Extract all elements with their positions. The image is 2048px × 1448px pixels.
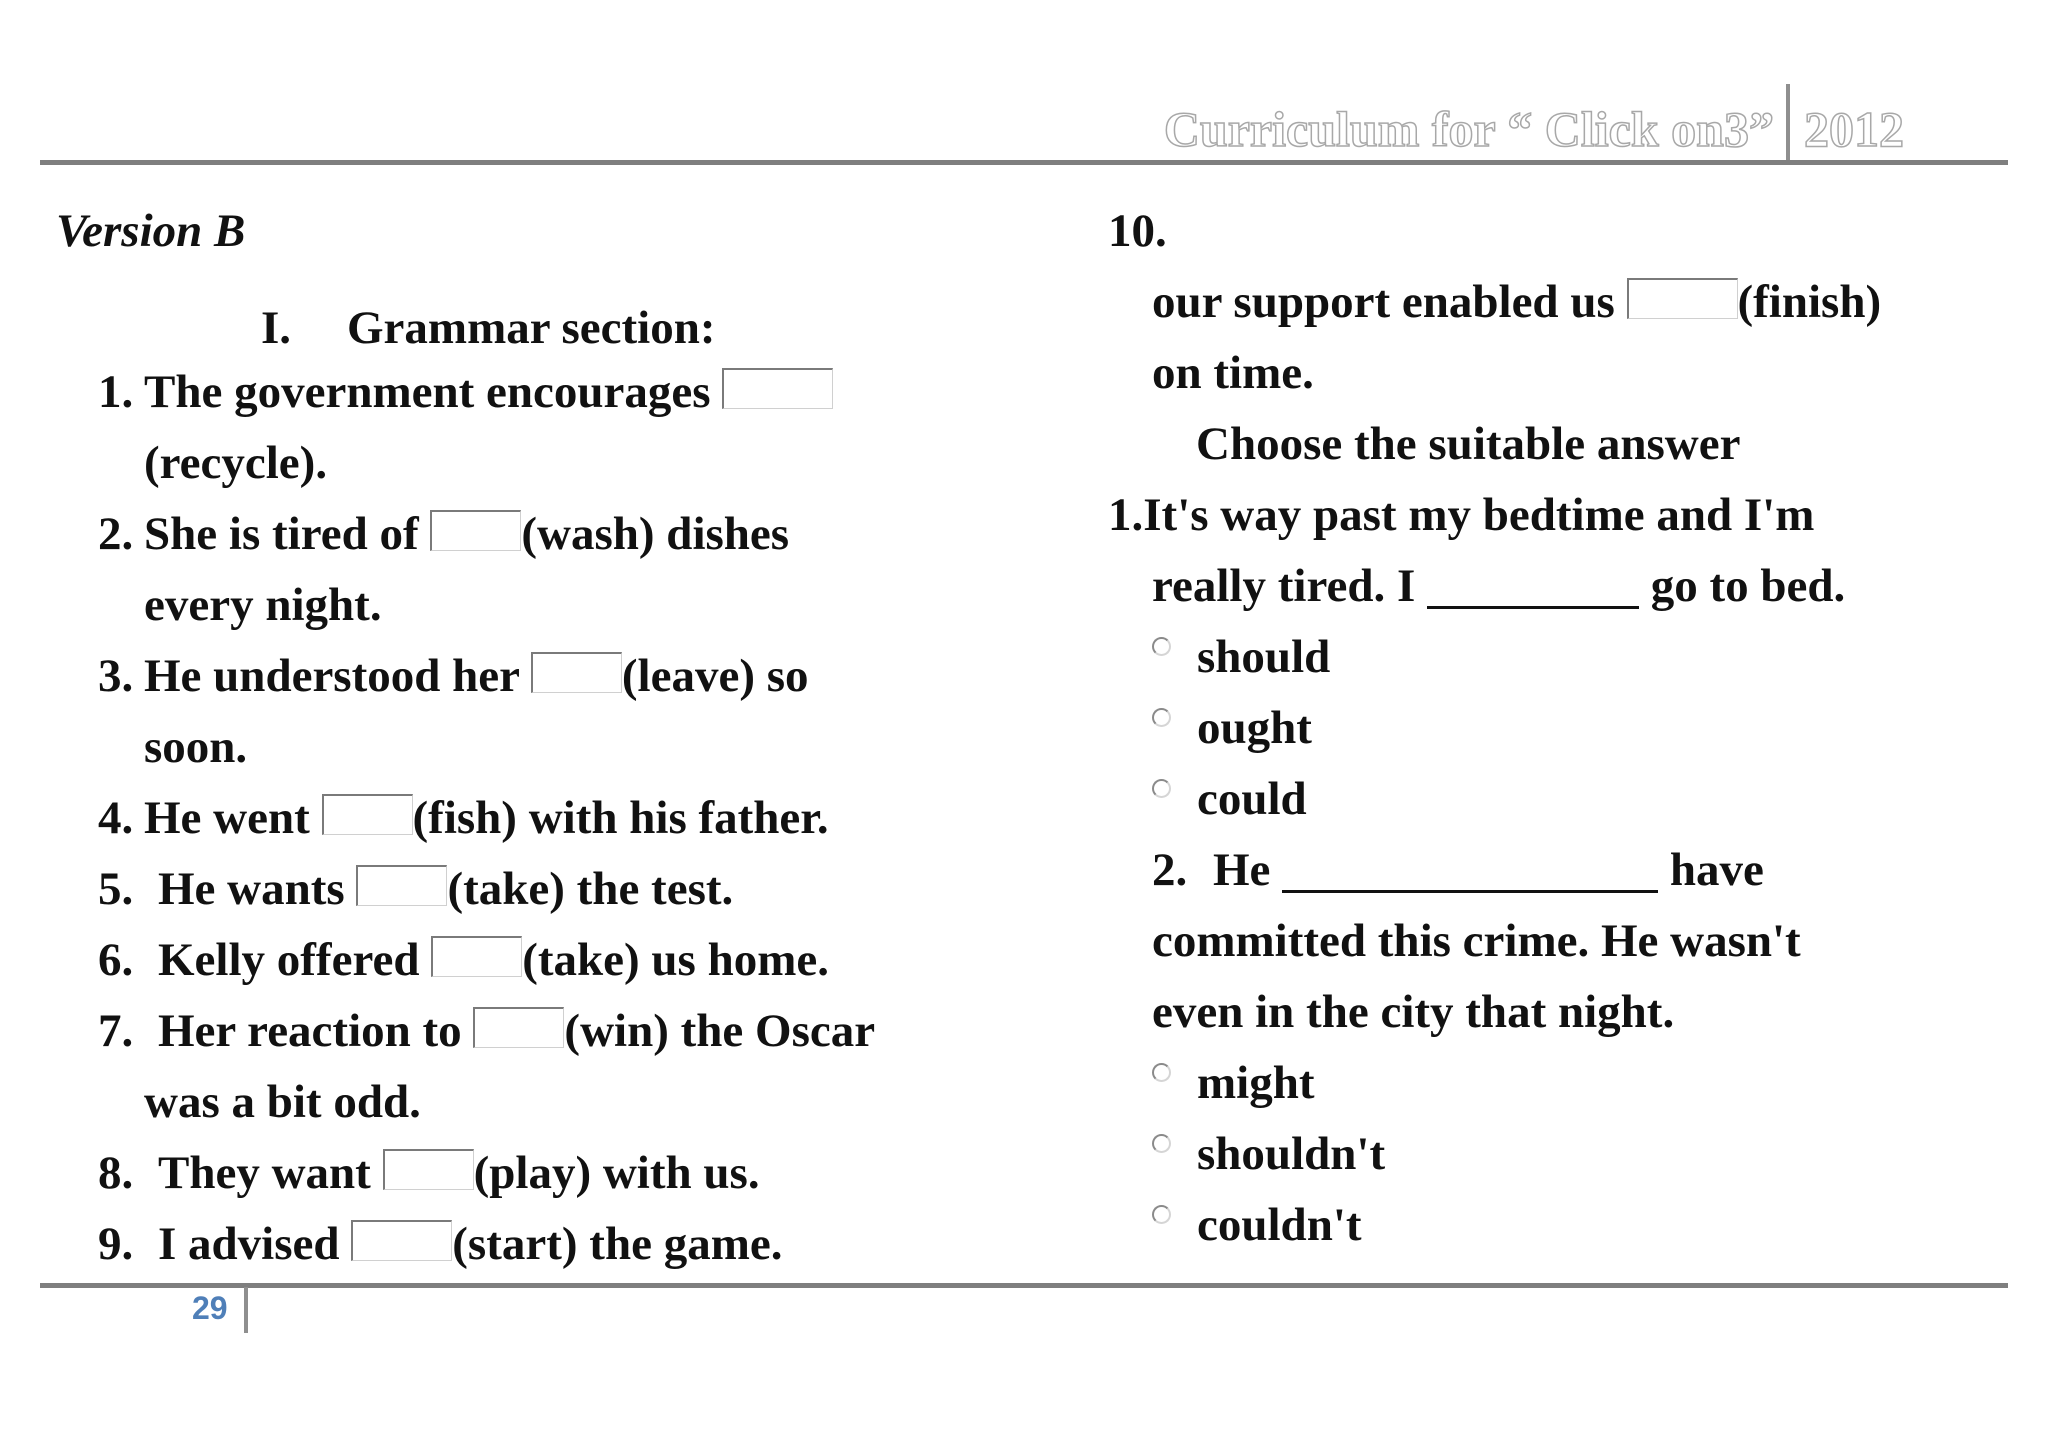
question-1	[56, 357, 1016, 428]
question-text: I advised	[158, 1218, 340, 1270]
question-text-after: go to bed.	[1650, 560, 1846, 612]
question-text: He went	[144, 792, 310, 844]
question-text: Her reaction to	[158, 1005, 462, 1057]
question-number: 1.	[1108, 489, 1144, 541]
header-rule	[40, 160, 2008, 165]
question-2	[56, 499, 1016, 570]
question-number: 4.	[98, 792, 134, 844]
question-text-after: (take) us home.	[522, 934, 830, 986]
question-3-continued: soon.	[144, 721, 248, 773]
running-header	[1164, 88, 1904, 160]
question-text: It's way past my bedtime and I'm	[1143, 489, 1815, 541]
left-column	[56, 196, 1016, 1280]
answer-input-4[interactable]	[322, 794, 413, 835]
question-text: They want	[158, 1147, 371, 1199]
question-7-continued: was a bit odd.	[144, 1076, 421, 1128]
answer-input-10[interactable]	[1627, 278, 1738, 319]
answer-input-3[interactable]	[531, 652, 622, 693]
question-10-number: 10.	[1108, 205, 1167, 257]
question-text: Kelly offered	[158, 934, 420, 986]
question-text-after: (leave) so	[621, 650, 809, 702]
question-3	[56, 641, 1016, 712]
mc-question-2	[1108, 835, 2008, 906]
radio-icon[interactable]	[1152, 1134, 1171, 1153]
question-8	[56, 1138, 1016, 1209]
question-text-after: have	[1669, 844, 1764, 896]
question-6	[56, 925, 1016, 996]
question-7	[56, 996, 1016, 1067]
question-2-continued: every night.	[144, 579, 382, 631]
answer-input-5[interactable]	[356, 865, 447, 906]
answer-input-1[interactable]	[722, 368, 833, 409]
question-text-after: (fish) with his father.	[412, 792, 829, 844]
mc1-option-should[interactable]	[1108, 622, 2008, 693]
question-text: our support enabled us	[1152, 276, 1615, 328]
section-heading	[56, 293, 1016, 357]
option-label: ought	[1197, 702, 1312, 754]
question-number: 8.	[98, 1147, 134, 1199]
right-column	[1108, 196, 2008, 1261]
mc-question-1-continued	[1108, 551, 2008, 622]
footer-rule	[40, 1283, 2008, 1288]
question-number: 9.	[98, 1218, 134, 1270]
answer-input-2[interactable]	[430, 510, 521, 551]
answer-input-8[interactable]	[383, 1149, 474, 1190]
option-label: might	[1197, 1057, 1315, 1109]
radio-icon[interactable]	[1152, 1063, 1171, 1082]
radio-icon[interactable]	[1152, 637, 1171, 656]
question-text-after: (play) with us.	[473, 1147, 760, 1199]
question-text: really tired. I	[1152, 560, 1416, 612]
mc-question-1	[1108, 480, 2008, 551]
mc1-option-ought[interactable]	[1108, 693, 2008, 764]
answer-input-6[interactable]	[431, 936, 522, 977]
answer-input-7[interactable]	[473, 1007, 564, 1048]
mc-question-2-continued: even in the city that night.	[1152, 986, 1675, 1038]
answer-blank	[1282, 842, 1658, 893]
question-text: He	[1213, 844, 1271, 896]
answer-input-9[interactable]	[351, 1220, 452, 1261]
question-4	[56, 783, 1016, 854]
section-title: Grammar section:	[347, 302, 716, 354]
header-year: 2012	[1804, 101, 1904, 157]
mc-question-2-continued: committed this crime. He wasn't	[1152, 915, 1801, 967]
question-text: He wants	[158, 863, 345, 915]
question-number: 6.	[98, 934, 134, 986]
option-label: should	[1197, 631, 1331, 683]
question-text-after: (finish)	[1737, 276, 1882, 328]
radio-icon[interactable]	[1152, 1205, 1171, 1224]
question-number: 2.	[98, 508, 134, 560]
question-text-after: (win) the Oscar	[564, 1005, 876, 1057]
option-label: could	[1197, 773, 1307, 825]
question-text-after: (start) the game.	[452, 1218, 783, 1270]
question-number: 2.	[1152, 844, 1188, 896]
header-divider	[1786, 84, 1790, 160]
question-text: She is tired of	[144, 508, 419, 560]
mc2-option-might[interactable]	[1108, 1048, 2008, 1119]
question-number: 7.	[98, 1005, 134, 1057]
question-text: He understood her	[144, 650, 520, 702]
page-number-divider	[244, 1287, 248, 1333]
question-text: The government encourages	[144, 366, 711, 418]
mc2-option-couldnt[interactable]	[1108, 1190, 2008, 1261]
answer-blank	[1427, 558, 1639, 609]
page-number: 29	[192, 1290, 228, 1326]
mc2-option-shouldnt[interactable]	[1108, 1119, 2008, 1190]
option-label: shouldn't	[1197, 1128, 1386, 1180]
radio-icon[interactable]	[1152, 708, 1171, 727]
question-number: 5.	[98, 863, 134, 915]
question-10-continued: on time.	[1152, 347, 1314, 399]
question-1-continued: (recycle).	[144, 437, 328, 489]
version-label: Version B	[56, 205, 246, 257]
section-number: I.	[261, 302, 292, 354]
question-9	[56, 1209, 1016, 1280]
mc1-option-could[interactable]	[1108, 764, 2008, 835]
question-text-after: (take) the test.	[447, 863, 734, 915]
radio-icon[interactable]	[1152, 779, 1171, 798]
question-number: 1.	[98, 366, 134, 418]
header-title: Curriculum for “ Click on3”	[1163, 101, 1774, 157]
question-5	[56, 854, 1016, 925]
option-label: couldn't	[1197, 1199, 1362, 1251]
choose-heading: Choose the suitable answer	[1196, 418, 1741, 470]
question-number: 3.	[98, 650, 134, 702]
question-10	[1108, 267, 2008, 338]
question-text-after: (wash) dishes	[521, 508, 790, 560]
